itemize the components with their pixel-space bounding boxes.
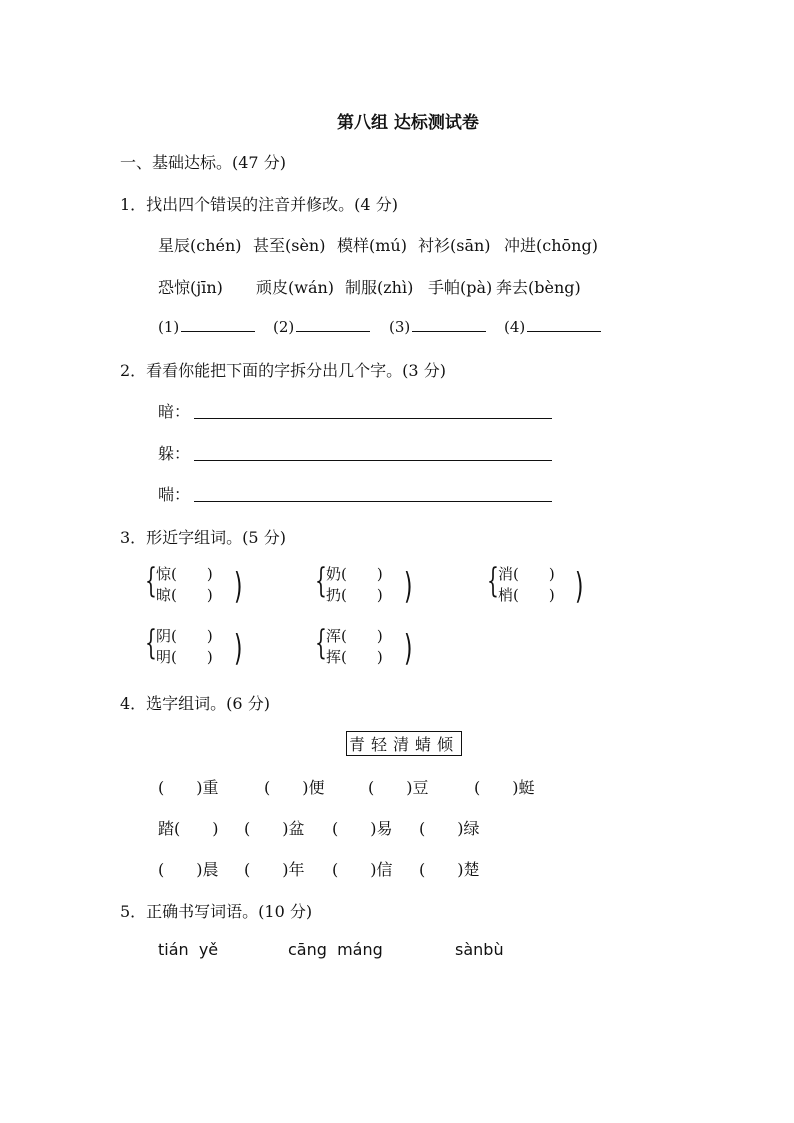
blank-label: (2) <box>273 318 295 336</box>
q3-pair <box>498 564 555 606</box>
q3-pair <box>326 564 383 606</box>
pinyin-prompt: cāng máng <box>288 940 383 959</box>
q3-word[interactable]: 惊( ) <box>156 565 213 583</box>
character-choices-box: 青轻清蜻倾 <box>346 731 462 756</box>
q3-word[interactable]: 阴( ) <box>156 627 213 645</box>
q1-answer-blank[interactable] <box>504 317 601 336</box>
q4-blank[interactable]: ( )绿 <box>419 819 480 838</box>
question-1-prompt: 1．找出四个错误的注音并修改。(4 分) <box>120 195 398 214</box>
left-brace: { <box>145 561 157 601</box>
q2-char-label: 暗： <box>158 402 191 421</box>
question-2-prompt: 2．看看你能把下面的字拆分出几个字。(3 分) <box>120 361 446 380</box>
question-3-prompt: 3．形近字组词。(5 分) <box>120 528 286 547</box>
left-brace: { <box>487 561 499 601</box>
blank-label: (1) <box>158 318 180 336</box>
q3-pair <box>156 626 213 668</box>
right-paren: ) <box>575 566 584 607</box>
q3-pair <box>326 626 383 668</box>
q4-blank[interactable]: ( )年 <box>244 860 305 879</box>
q1-answer-blank[interactable] <box>389 317 486 336</box>
q2-char-label: 躲： <box>158 444 191 463</box>
right-paren: ) <box>234 628 243 669</box>
question-4-prompt: 4．选字组词。(6 分) <box>120 694 270 713</box>
q1-item: 顽皮(wán) <box>256 278 335 297</box>
q1-item: 甚至(sèn) <box>253 236 326 255</box>
pinyin-prompt: sànbù <box>455 940 504 959</box>
question-5-prompt: 5．正确书写词语。(10 分) <box>120 902 313 921</box>
q2-answer-line[interactable] <box>194 501 552 502</box>
q3-word[interactable]: 浑( ) <box>326 627 383 645</box>
q1-item: 恐惊(jīn) <box>158 278 223 297</box>
blank-label: (4) <box>504 318 526 336</box>
q4-blank[interactable]: ( )易 <box>332 819 393 838</box>
q4-blank[interactable]: ( )豆 <box>368 778 429 797</box>
q4-blank[interactable]: ( )蜓 <box>474 778 535 797</box>
blank-label: (3) <box>389 318 411 336</box>
q4-blank[interactable]: ( )盆 <box>244 819 305 838</box>
section-heading: 一、基础达标。(47 分) <box>120 153 286 172</box>
q3-word[interactable]: 消( ) <box>498 565 555 583</box>
right-paren: ) <box>234 566 243 607</box>
q3-word[interactable]: 晾( ) <box>156 586 213 604</box>
q3-pair <box>156 564 213 606</box>
q3-word[interactable]: 扔( ) <box>326 586 383 604</box>
q1-item: 星辰(chén) <box>158 236 242 255</box>
q1-answer-blank[interactable] <box>273 317 370 336</box>
q1-item: 制服(zhì) <box>345 278 414 297</box>
q1-item: 奔去(bèng) <box>496 278 581 297</box>
q2-answer-line[interactable] <box>194 418 552 419</box>
q1-item: 模样(mú) <box>337 236 407 255</box>
q3-word[interactable]: 梢( ) <box>498 586 555 604</box>
pinyin-prompt: tián yě <box>158 940 219 959</box>
right-paren: ) <box>404 628 413 669</box>
q4-blank[interactable]: ( )晨 <box>158 860 219 879</box>
q1-item: 衬衫(sān) <box>418 236 491 255</box>
q4-blank[interactable]: 踏( ) <box>158 819 219 838</box>
right-paren: ) <box>404 566 413 607</box>
q4-blank[interactable]: ( )楚 <box>419 860 480 879</box>
q4-blank[interactable]: ( )信 <box>332 860 393 879</box>
q3-word[interactable]: 挥( ) <box>326 648 383 666</box>
page-title: 第八组 达标测试卷 <box>337 113 479 133</box>
left-brace: { <box>315 623 327 663</box>
q2-char-label: 喘： <box>158 485 191 504</box>
q3-word[interactable]: 明( ) <box>156 648 213 666</box>
left-brace: { <box>315 561 327 601</box>
q1-item: 手帕(pà) <box>428 278 493 297</box>
q3-word[interactable]: 奶( ) <box>326 565 383 583</box>
q1-item: 冲进(chōng) <box>504 236 598 255</box>
q1-answer-blank[interactable] <box>158 317 255 336</box>
q4-blank[interactable]: ( )便 <box>264 778 325 797</box>
left-brace: { <box>145 623 157 663</box>
q4-blank[interactable]: ( )重 <box>158 778 219 797</box>
q2-answer-line[interactable] <box>194 460 552 461</box>
